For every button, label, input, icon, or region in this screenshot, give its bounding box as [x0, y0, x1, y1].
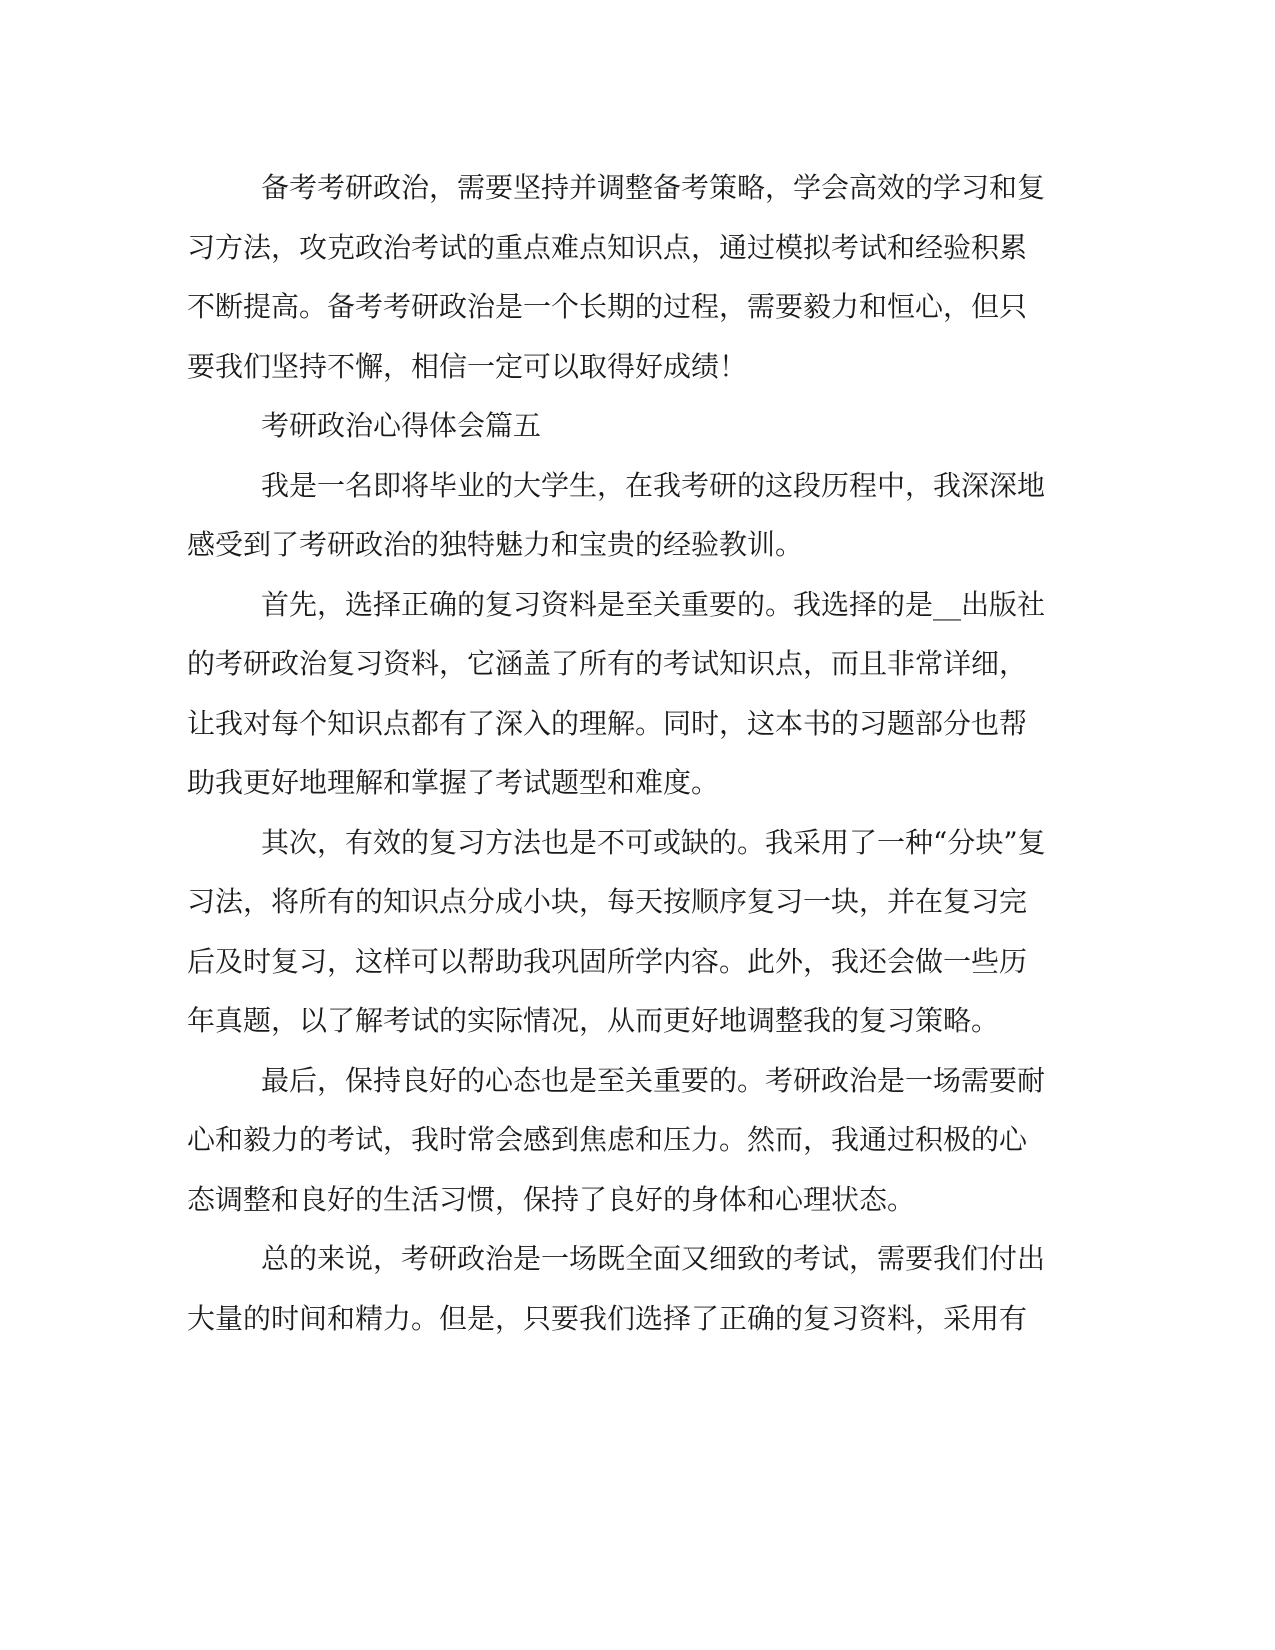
paragraph-line: 助我更好地理解和掌握了考试题型和难度。: [187, 766, 720, 799]
paragraph-line: 感受到了考研政治的独特魅力和宝贵的经验教训。: [187, 528, 804, 561]
paragraph-line: 后及时复习，这样可以帮助我巩固所学内容。此外，我还会做一些历: [187, 944, 1028, 978]
paragraph-line: 年真题，以了解考试的实际情况，从而更好地调整我的复习策略。: [187, 1004, 1000, 1037]
paragraph-line: 习法，将所有的知识点分成小块，每天按顺序复习一块，并在复习完: [187, 885, 1028, 918]
paragraph-line: 态调整和良好的生活习惯，保持了良好的身体和心理状态。: [187, 1182, 916, 1216]
paragraph-line: 最后，保持良好的心态也是至关重要的。考研政治是一场需要耐: [261, 1063, 1046, 1097]
paragraph-line: 大量的时间和精力。但是，只要我们选择了正确的复习资料，采用有: [187, 1301, 1028, 1335]
paragraph-line: 的考研政治复习资料，它涵盖了所有的考试知识点，而且非常详细，: [187, 647, 1028, 680]
paragraph-line: 其次，有效的复习方法也是不可或缺的。我采用了一种“分块”复: [261, 825, 1046, 859]
paragraph-line: 要我们坚持不懈，相信一定可以取得好成绩！: [187, 349, 748, 383]
paragraph-line: 备考考研政治，需要坚持并调整备考策略，学会高效的学习和复: [261, 171, 1046, 204]
document-body: [187, 158, 1087, 1348]
paragraph-line: 总的来说，考研政治是一场既全面又细致的考试，需要我们付出: [261, 1242, 1046, 1275]
section-heading: 考研政治心得体会篇五: [261, 409, 542, 442]
paragraph-line: 我是一名即将毕业的大学生，在我考研的这段历程中，我深深地: [261, 468, 1046, 502]
paragraph-line: 首先，选择正确的复习资料是至关重要的。我选择的是__出版社: [261, 587, 1046, 621]
paragraph-line: 让我对每个知识点都有了深入的理解。同时，这本书的习题部分也帮: [187, 706, 1028, 740]
paragraph-line: 习方法，攻克政治考试的重点难点知识点，通过模拟考试和经验积累: [187, 230, 1028, 264]
paragraph-line: 不断提高。备考考研政治是一个长期的过程，需要毅力和恒心，但只: [187, 290, 1028, 323]
paragraph-line: 心和毅力的考试，我时常会感到焦虑和压力。然而，我通过积极的心: [187, 1123, 1028, 1156]
